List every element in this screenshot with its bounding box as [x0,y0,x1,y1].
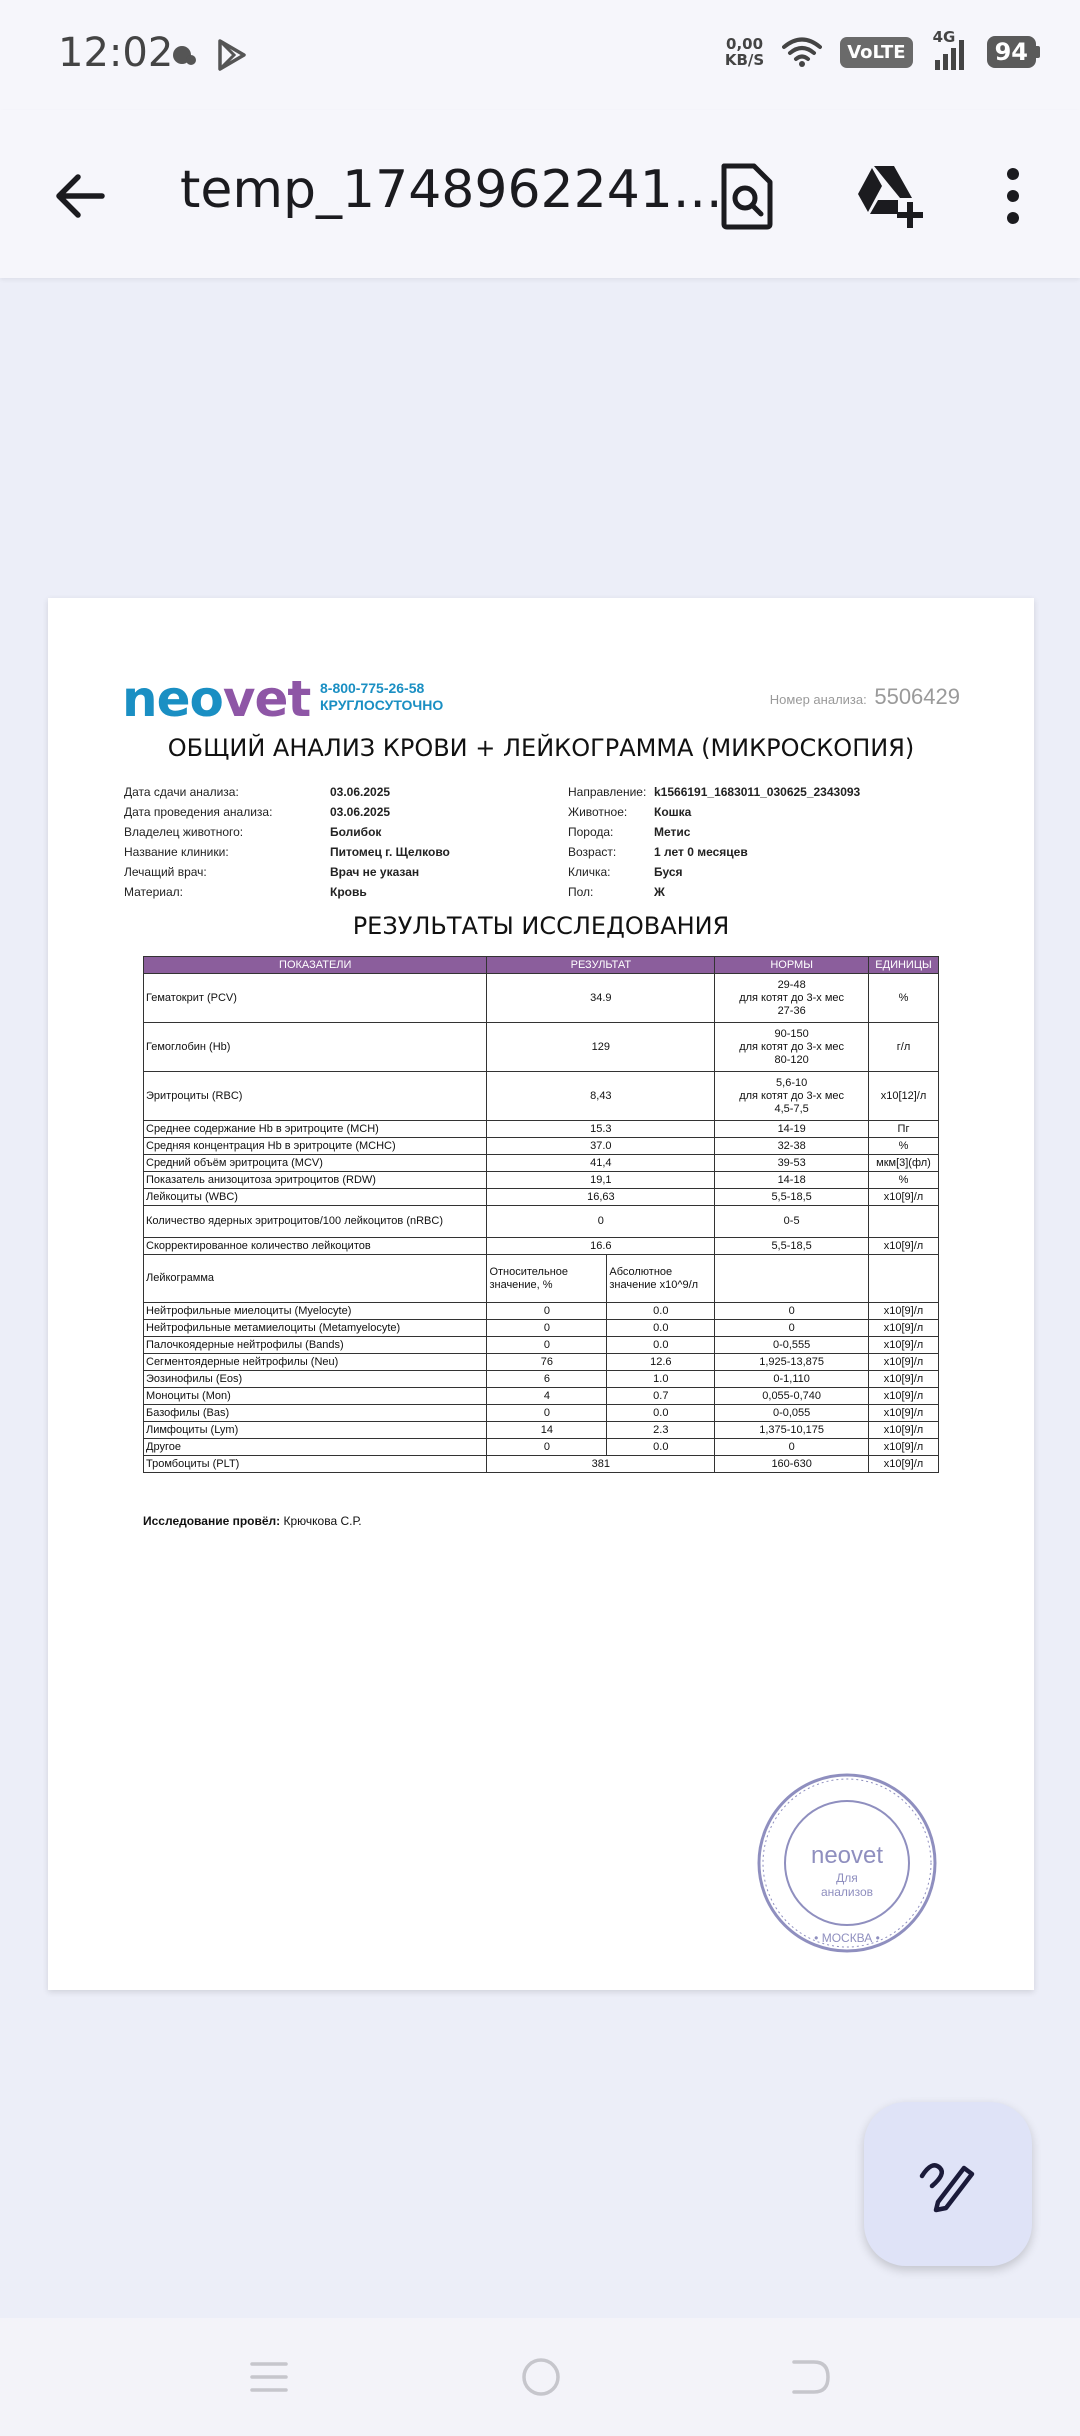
results-table [143,956,939,1473]
table-row: Сегментоядерные нейтрофилы (Neu) 76 12.6 1,925-13,875 x10[9]/л [144,1354,939,1371]
volte-badge: VoLTE [840,37,912,68]
find-in-document-button[interactable] [712,160,782,232]
svg-text:Для: Для [836,1871,858,1885]
document-title: ОБЩИЙ АНАЛИЗ КРОВИ + ЛЕЙКОГРАММА (МИКРОСКОПИЯ) [167,734,915,762]
table-row: Эритроциты (RBC) 8,43 5,6-10 для котят до 3-х мес 4,5-7,5 x10[12]/л [144,1072,939,1121]
meta-row: Кличка: Буся [568,865,683,879]
file-title: temp_1748962241... [180,160,723,220]
meta-row: Владелец животного: Болибок [124,825,382,839]
home-icon[interactable] [520,2356,562,2398]
status-bar [0,0,1080,110]
battery-icon [987,36,1040,68]
battery-level: 94 [987,36,1036,68]
table-row: Скорректированное количество лейкоцитов 16.6 5,5-18,5 x10[9]/л [144,1238,939,1255]
arrow-back-icon [48,164,112,228]
play-store-icon [216,38,248,72]
document-search-icon [712,160,782,232]
net-speed: 0,00 KB/S [724,35,765,69]
meta-row: Порода: Метис [568,825,691,839]
header-norms: НОРМЫ [715,957,869,974]
table-row: Гематокрит (PCV) 34.9 29-48 для котят до 3-х мес 27-36 % [144,974,939,1023]
neovet-logo: neovet [122,670,311,728]
meta-row: Дата сдачи анализа: 03.06.2025 [124,785,391,799]
meta-row: Направление: k1566191_1683011_030625_2343093 [568,785,861,799]
table-row: Показатель анизоцитоза эритроцитов (RDW) 19,1 14-18 % [144,1172,939,1189]
meta-row: Возраст: 1 лет 0 месяцев [568,845,748,859]
table-row: Моноциты (Mon) 4 0.7 0,055-0,740 x10[9]/л [144,1388,939,1405]
table-row: Нейтрофильные миелоциты (Myelocyte) 0 0.0 0 x10[9]/л [144,1303,939,1320]
lab-stamp [754,1770,940,1956]
meta-row: Название клиники: Питомец г. Щелково [124,845,450,859]
app-bar [0,110,1080,278]
norm-cell: 5,6-10 для котят до 3-х мес 4,5-7,5 [715,1072,869,1121]
add-to-drive-button[interactable] [850,158,926,234]
wifi-icon [782,36,822,68]
results-title: РЕЗУЛЬТАТЫ ИССЛЕДОВАНИЯ [352,912,730,940]
network-type: 4G [932,28,956,46]
cell-signal-icon [931,28,969,72]
meta-row: Дата проведения анализа: 03.06.2025 [124,805,391,819]
analysis-number: Номер анализа: 5506429 [769,684,960,709]
table-row: Другое 0 0.0 0 x10[9]/л [144,1439,939,1456]
more-options-button[interactable] [998,160,1028,232]
table-row: Нейтрофильные метамиелоциты (Metamyelocyte) 0 0.0 0 x10[9]/л [144,1320,939,1337]
drive-add-icon [850,158,926,234]
patient-info-right [568,782,860,902]
status-time: 12:02 [58,30,174,76]
header-indicator: ПОКАЗАТЕЛИ [144,957,487,974]
back-button[interactable] [48,164,112,228]
lab-phone: 8-800-775-26-58 КРУГЛОСУТОЧНО [320,680,444,713]
recent-apps-icon[interactable] [248,2358,290,2396]
table-row: Гемоглобин (Hb) 129 90-150 для котят до 3-х мес 80-120 г/л [144,1023,939,1072]
pen-edit-icon [918,2154,978,2214]
norm-cell: 90-150 для котят до 3-х мес 80-120 [715,1023,869,1072]
norm-cell: 29-48 для котят до 3-х мес 27-36 [715,974,869,1023]
status-notification-icons [170,38,248,72]
navigation-bar [0,2318,1080,2436]
nav-back-icon[interactable] [790,2356,832,2398]
table-header-row [144,957,939,974]
meta-row: Лечащий врач: Врач не указан [124,865,420,879]
table-row: Лейкоциты (WBC) 16,63 5,5-18,5 x10[9]/л [144,1189,939,1206]
table-row: Количество ядерных эритроцитов/100 лейкоцитов (nRBC) 0 0-5 [144,1206,939,1238]
header-result: РЕЗУЛЬТАТ [487,957,715,974]
leukogram-header-row: Лейкограмма Относительное значение, % Абсолютное значение x10^9/л [144,1255,939,1303]
table-row: Среднее содержание Hb в эритроците (MCH) 15.3 14-19 Пг [144,1121,939,1138]
pdf-page[interactable] [48,598,1034,1990]
notification-app-icon [170,41,198,69]
table-row: Средняя концентрация Hb в эритроците (MCHC) 37.0 32-38 % [144,1138,939,1155]
more-vert-icon [998,160,1028,232]
table-row: Эозинофилы (Eos) 6 1.0 0-1,110 x10[9]/л [144,1371,939,1388]
meta-row: Животное: Кошка [568,805,692,819]
meta-row: Материал: Кровь [124,885,367,899]
table-row: Лимфоциты (Lym) 14 2.3 1,375-10,175 x10[9]/л [144,1422,939,1439]
svg-text:neovet: neovet [810,1842,884,1869]
table-row: Средний объём эритроцита (MCV) 41,4 39-53 мкм[3](фл) [144,1155,939,1172]
performed-by: Исследование провёл: Крючкова С.Р. [143,1514,362,1528]
meta-row: Пол: Ж [568,885,665,899]
annotate-fab[interactable] [864,2102,1032,2266]
table-row: Палочкоядерные нейтрофилы (Bands) 0 0.0 0-0,555 x10[9]/л [144,1337,939,1354]
table-row: Тромбоциты (PLT) 381 160-630 x10[9]/л [144,1456,939,1473]
svg-text:• МОСКВА •: • МОСКВА • [814,1931,880,1945]
status-right-icons [724,28,1040,72]
svg-text:анализов: анализов [820,1885,874,1899]
patient-info-left [124,782,450,902]
table-row: Базофилы (Bas) 0 0.0 0-0,055 x10[9]/л [144,1405,939,1422]
header-units: ЕДИНИЦЫ [869,957,939,974]
